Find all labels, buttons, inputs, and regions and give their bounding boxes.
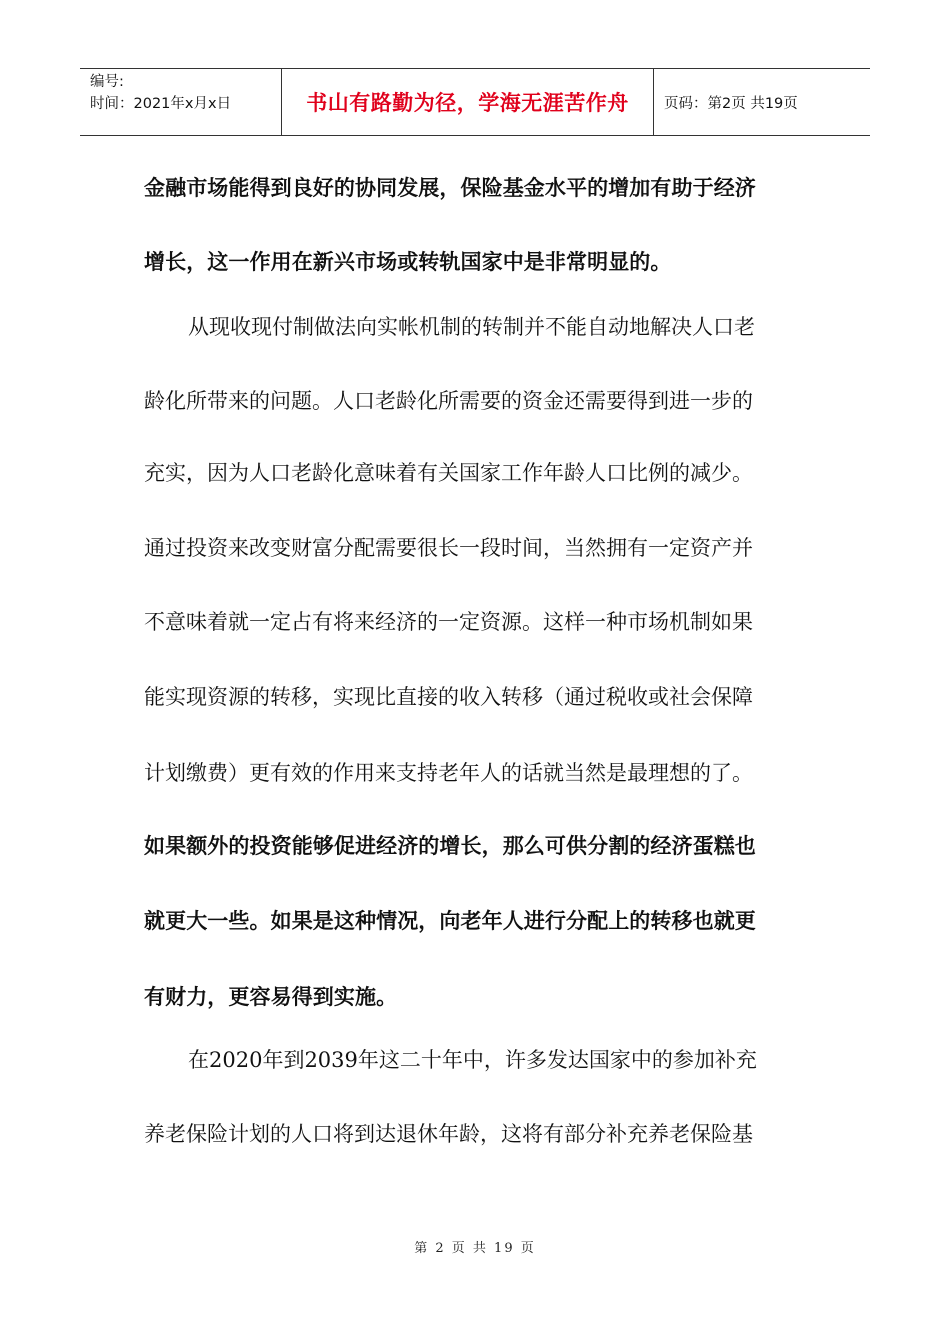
- header-page-cell: [654, 69, 870, 135]
- page-footer: 第 2 页 共 19 页: [414, 1241, 536, 1256]
- body-line: 增长，这一作用在新兴市场或转轨国家中是非常明显的。: [144, 250, 672, 274]
- document-header: [80, 68, 870, 136]
- body-line: 如果额外的投资能够促进经济的增长，那么可供分割的经济蛋糕也: [144, 834, 756, 858]
- header-motto-cell: [282, 69, 654, 135]
- body-line: 不意味着就一定占有将来经济的一定资源。这样一种市场机制如果: [144, 610, 753, 634]
- body-line: 能实现资源的转移，实现比直接的收入转移（通过税收或社会保障: [144, 685, 753, 709]
- body-line: 从现收现付制做法向实帐机制的转制并不能自动地解决人口老: [188, 315, 755, 339]
- body-line: 龄化所带来的问题。人口老龄化所需要的资金还需要得到进一步的: [144, 389, 753, 413]
- body-line: 通过投资来改变财富分配需要很长一段时间，当然拥有一定资产并: [144, 536, 753, 560]
- date-label: 时间：2021年x月x日: [90, 96, 232, 112]
- page-info: 页码：第2页 共19页: [664, 95, 798, 112]
- motto-text: 书山有路勤为径，学海无涯苦作舟: [306, 90, 629, 115]
- body-line: 充实，因为人口老龄化意味着有关国家工作年龄人口比例的减少。: [144, 461, 753, 485]
- body-line: 有财力，更容易得到实施。: [144, 985, 398, 1009]
- body-line: 在2020年到2039年这二十年中，许多发达国家中的参加补充: [188, 1048, 757, 1072]
- header-meta-cell: [80, 69, 282, 135]
- body-line: 金融市场能得到良好的协同发展，保险基金水平的增加有助于经济: [144, 176, 756, 200]
- body-line: 计划缴费）更有效的作用来支持老年人的话就当然是最理想的了。: [144, 761, 753, 785]
- body-line: 就更大一些。如果是这种情况，向老年人进行分配上的转移也就更: [144, 909, 756, 933]
- body-line: 养老保险计划的人口将到达退休年龄，这将有部分补充养老保险基: [144, 1122, 753, 1146]
- code-label: 编号:: [90, 74, 124, 90]
